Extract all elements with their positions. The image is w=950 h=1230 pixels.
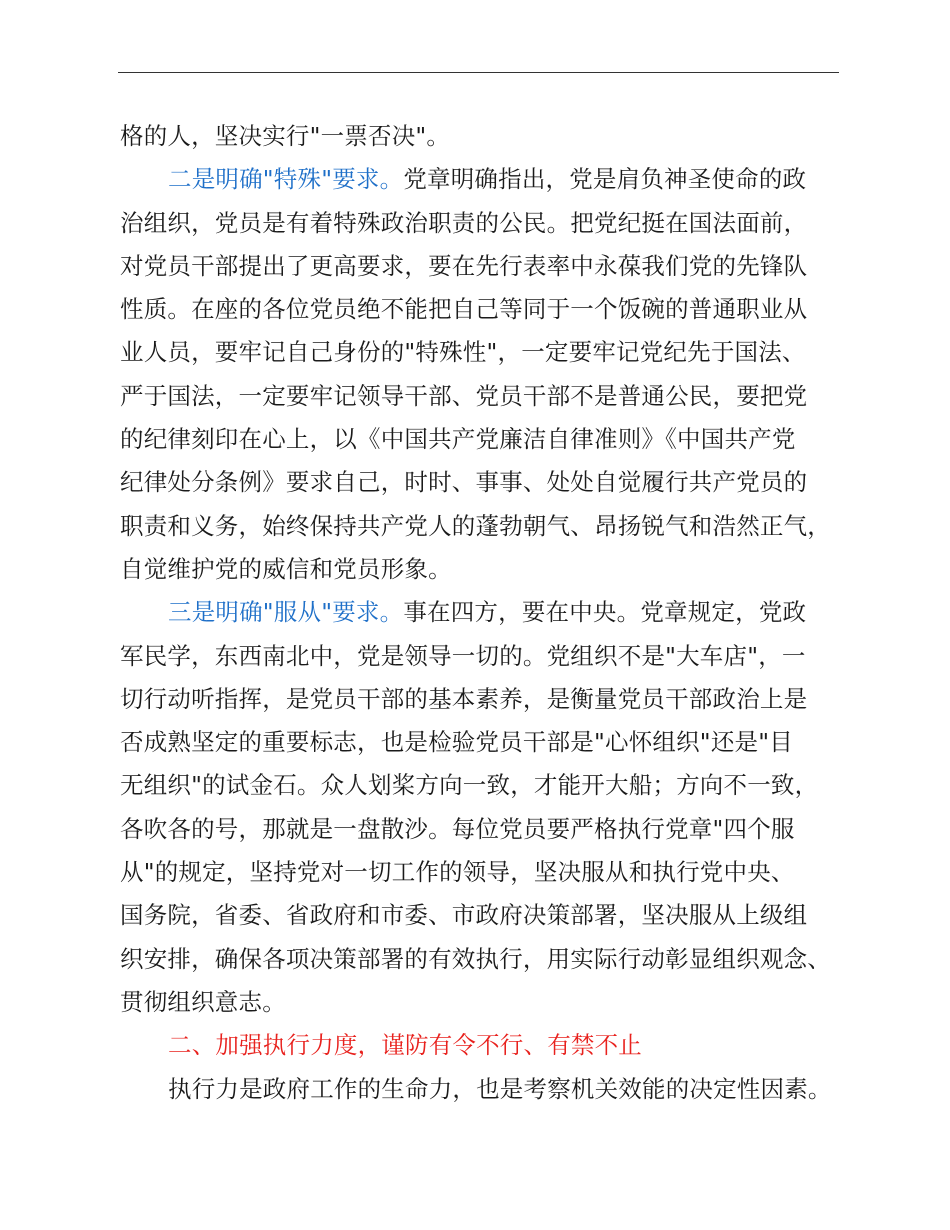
- paragraph-line: 织安排，确保各项决策部署的有效执行，用实际行动彰显组织观念、: [120, 944, 831, 973]
- paragraph-line: 业人员，要牢记自己身份的"特殊性"，一定要牢记党纪先于国法、: [120, 338, 806, 367]
- paragraph-line: 对党员干部提出了更高要求，要在先行表率中永葆我们党的先锋队: [120, 251, 808, 280]
- paragraph-line: 格的人，坚决实行"一票否决"。: [120, 122, 451, 150]
- paragraph-line: 性质。在座的各位党员绝不能把自己等同于一个饭碗的普通职业从: [120, 295, 808, 324]
- paragraph-line: 纪律处分条例》要求自己，时时、事事、处处自觉履行共产党员的: [120, 468, 808, 497]
- section-heading: 二、加强执行力度，谨防有令不行、有禁不止: [168, 1031, 642, 1060]
- paragraph-line: 执行力是政府工作的生命力，也是考察机关效能的决定性因素。: [168, 1074, 832, 1103]
- paragraph-line: 切行动听指挥，是党员干部的基本素养，是衡量党员干部政治上是: [120, 684, 808, 713]
- section-lead: 二是明确"特殊"要求。: [168, 165, 404, 194]
- paragraph-line: 国务院，省委、省政府和市委、市政府决策部署，坚决服从上级组: [120, 901, 808, 930]
- paragraph-line: 的纪律刻印在心上，以《中国共产党廉洁自律准则》《中国共产党: [120, 425, 796, 454]
- paragraph-line: 职责和义务，始终保持共产党人的蓬勃朝气、昂扬锐气和浩然正气，: [120, 511, 831, 540]
- paragraph-line: 否成熟坚定的重要标志，也是检验党员干部是"心怀组织"还是"目: [120, 728, 793, 757]
- section-lead: 三是明确"服从"要求。: [168, 598, 404, 627]
- paragraph-line: 各吹各的号，那就是一盘散沙。每位党员要严格执行党章"四个服: [120, 814, 795, 843]
- paragraph-line: 贯彻组织意志。: [120, 987, 286, 1016]
- document-body: [120, 115, 860, 1111]
- paragraph-line: 无组织"的试金石。众人划桨方向一致，才能开大船；方向不一致，: [120, 771, 819, 800]
- paragraph-line: 严于国法，一定要牢记领导干部、党员干部不是普通公民，要把党: [120, 381, 808, 410]
- paragraph-line: 从"的规定，坚持党对一切工作的领导，坚决服从和执行党中央、: [120, 858, 795, 887]
- paragraph-line: 军民学，东西南北中，党是领导一切的。党组织不是"大车店"，一: [120, 641, 806, 670]
- paragraph-line: 自觉维护党的威信和党员形象。: [120, 554, 452, 583]
- header-rule: [118, 72, 839, 73]
- paragraph-line: [120, 591, 860, 634]
- line-text: 党章明确指出，党是肩负神圣使命的政: [403, 165, 807, 194]
- line-text: 事在四方，要在中央。党章规定，党政: [403, 598, 807, 627]
- paragraph-line: [120, 158, 860, 201]
- paragraph-line: 治组织，党员是有着特殊政治职责的公民。把党纪挺在国法面前，: [120, 208, 808, 237]
